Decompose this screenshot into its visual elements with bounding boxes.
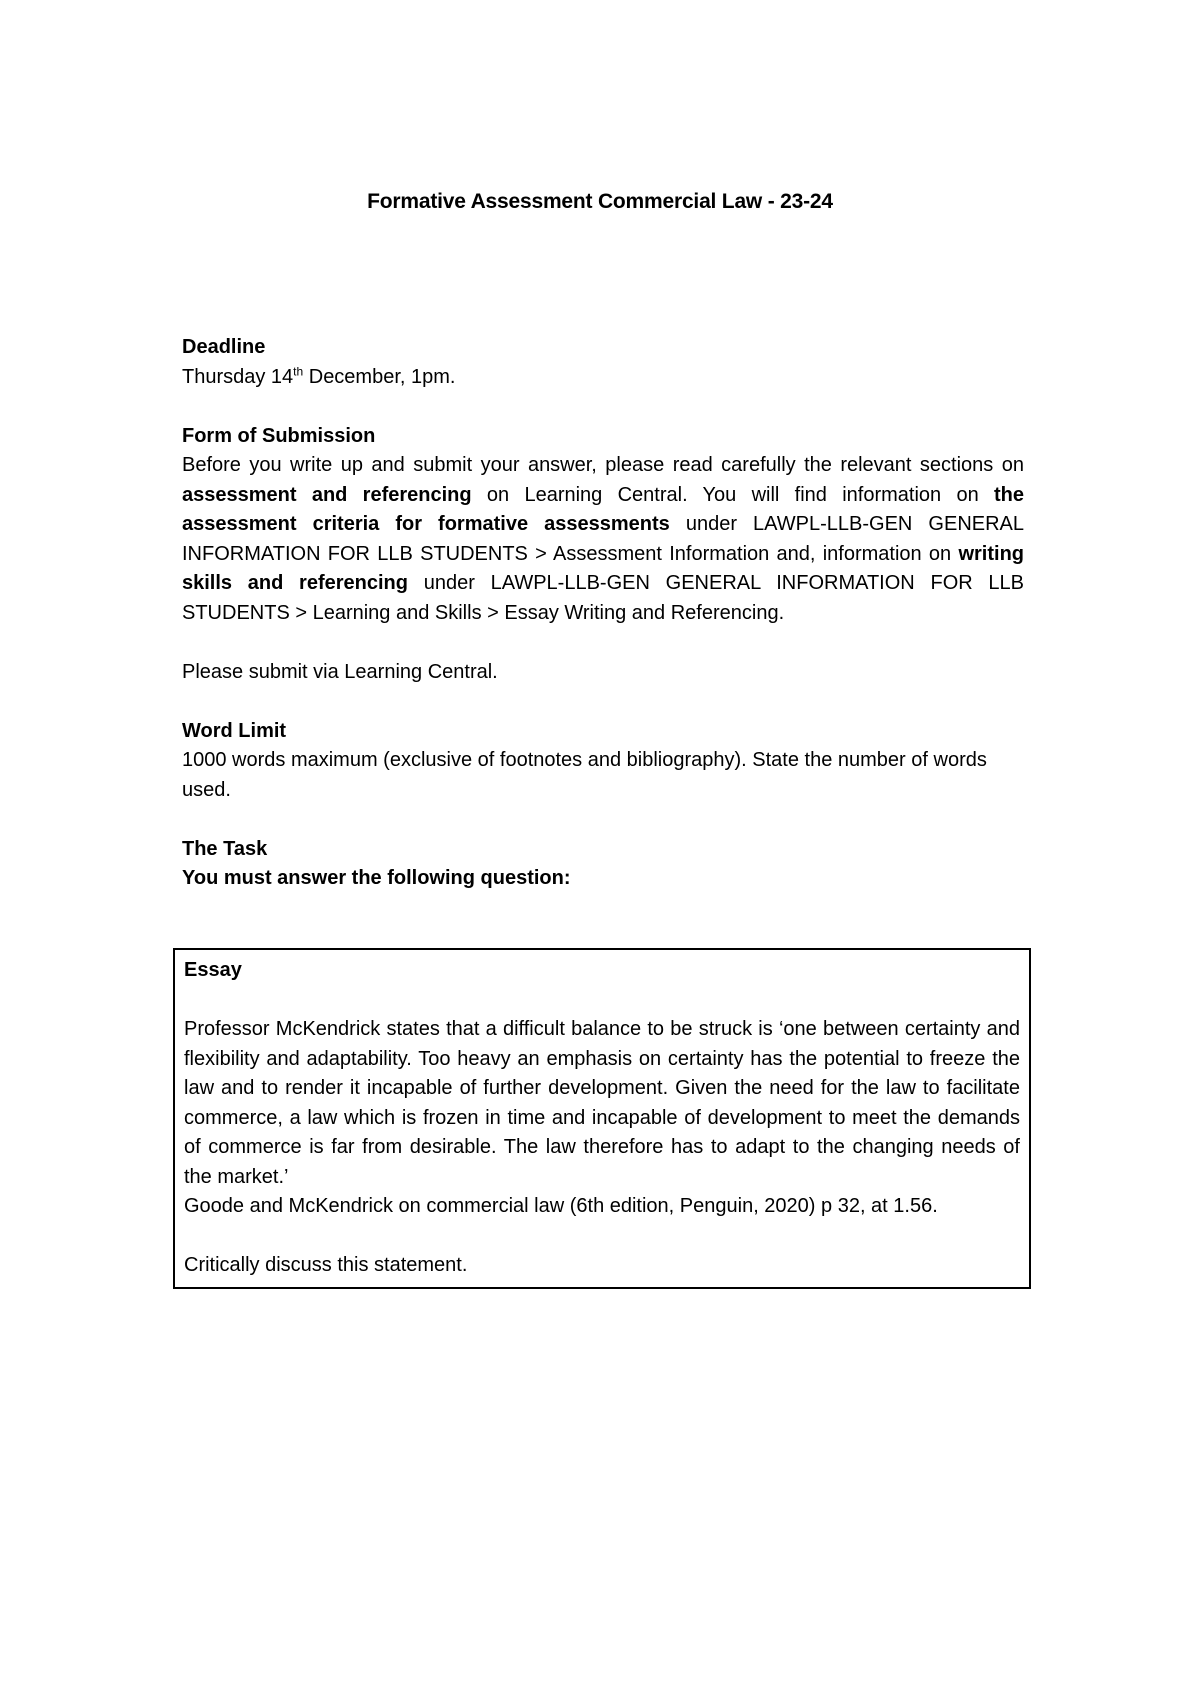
task-heading: The Task [182,837,268,860]
essay-quote: Professor McKendrick states that a difficult balance to be struck is ‘one between certainty and flexibility and adaptability. Too heavy an emphasis on certainty has the potential to freeze the law and to render it incapable of further development. Given the need for the law to facilitate commerce, a law which is frozen in time and incapable of development to meet the demands of commerce is far from desirable. The law therefore has to adapt to the changing needs of the market.’ [184,1018,1020,1188]
submission-text-4: under LAWPL-LLB-GEN GENERAL INFORMATION FOR LLB STUDENTS > Learning and Skills > Essay Writing and Referencing. [182,572,1025,624]
submission-text-2: on Learning Central. You will find information on [471,483,994,506]
essay-question-box [173,948,1031,1289]
word-limit-heading: Word Limit [182,719,287,742]
document-body [182,333,1024,894]
essay-instruction: Critically discuss this statement. [184,1254,468,1276]
deadline-text [182,363,1024,393]
submission-text-3: under LAWPL-LLB-GEN GENERAL INFORMATION FOR LLB STUDENTS > Assessment Information and, information on [182,513,1025,565]
submission-bold-1: assessment and referencing [182,483,472,506]
submit-via-text: Please submit via Learning Central. [182,660,498,683]
submission-heading: Form of Submission [182,424,376,447]
deadline-day-suffix: th [293,363,304,378]
word-limit-text: 1000 words maximum (exclusive of footnotes and bibliography). State the number of words used. [182,749,987,801]
essay-heading: Essay [184,959,242,981]
submission-bold-3: writing skills and referencing [182,542,1024,594]
deadline-heading: Deadline [182,336,266,358]
deadline-day: Thursday 14 [182,365,294,388]
submission-text-1: Before you write up and submit your answer, please read carefully the relevant sections on [182,454,1024,476]
deadline-rest: December, 1pm. [303,365,456,388]
task-instruction: You must answer the following question: [182,867,571,889]
essay-citation: Goode and McKendrick on commercial law (6th edition, Penguin, 2020) p 32, at 1.56. [184,1195,938,1217]
document-title: Formative Assessment Commercial Law - 23-24 [367,190,833,213]
submission-instructions [182,451,1024,628]
submission-bold-2: the assessment criteria for formative assessments [182,483,1024,535]
